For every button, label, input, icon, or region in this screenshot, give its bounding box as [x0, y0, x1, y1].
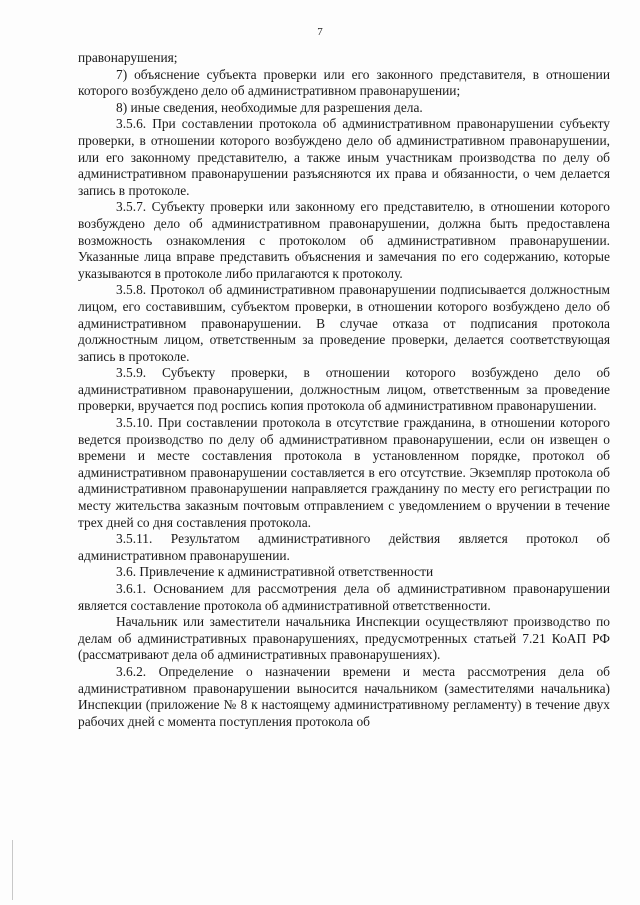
paragraph: 3.5.10. При составлении протокола в отсутствие гражданина, в отношении которого ведется производство по делу об административном правонарушении, если он извещен о времени и месте составления протокола в установленном порядке, протокол об административном правонарушении составляется в его отсутствие. Экземпляр протокола об административном правонарушении направляется гражданину по месту его регистрации по месту жительства заказным почтовым отправлением с уведомлением о вручении в течение трех дней со дня составления протокола.: [78, 415, 610, 530]
paragraph: 3.6.1. Основанием для рассмотрения дела об административном правонарушении является составление протокола об административной ответственности.: [78, 581, 610, 613]
paragraph: Начальник или заместители начальника Инспекции осуществляют производство по делам об административных правонарушениях, предусмотренных статьей 7.21 КоАП РФ (рассматривают дела об административных правонарушениях).: [78, 614, 610, 663]
document-body: [78, 50, 610, 730]
paragraph: правонарушения;: [78, 50, 178, 65]
paragraph: 3.5.6. При составлении протокола об административном правонарушении субъекту проверки, в отношении которого возбуждено дело об административном правонарушении, или его законному представителю, а также иным участникам производства по делу об административном правонарушении разъясняются их права и обязанности, о чем делается запись в протоколе.: [78, 116, 610, 198]
section-heading: 3.6. Привлечение к административной ответственности: [116, 564, 434, 580]
paragraph: 3.6.2. Определение о назначении времени и места рассмотрения дела об административном правонарушении выносится начальником (заместителями начальника) Инспекции (приложение № 8 к настоящему административному регламенту) в течение двух рабочих дней с момента поступления протокола об: [78, 663, 610, 729]
paragraph: 3.5.9. Субъекту проверки, в отношении которого возбуждено дело об административном правонарушении, должностным лицом, ответственным за проведение проверки, вручается под роспись копия протокола об административном правонарушении.: [78, 365, 610, 414]
page-number: 7: [317, 26, 323, 38]
paragraph: 3.5.11. Результатом административного действия является протокол об административном правонарушении.: [78, 531, 610, 563]
paragraph: 7) объяснение субъекта проверки или его законного представителя, в отношении которого возбуждено дело об административном правонарушении;: [78, 66, 610, 99]
paragraph: 3.5.7. Субъекту проверки или законному его представителю, в отношении которого возбуждено дело об административном правонарушении, должна быть предоставлена возможность ознакомления с протоколом об административном правонарушении. Указанные лица вправе представить объяснения и замечания по его содержанию, которые указываются в протоколе либо прилагаются к протоколу.: [78, 199, 610, 281]
scan-edge-mark: [12, 840, 13, 900]
paragraph: 3.5.8. Протокол об административном правонарушении подписывается должностным лицом, его составившим, субъектом проверки, в отношении которого возбуждено дело об административном правонарушении. В случае отказа от подписания протокола должностным лицом, ответственным за проведение проверки, делается соответствующая запись в протоколе.: [78, 282, 610, 364]
paragraph: 8) иные сведения, необходимые для разрешения дела.: [116, 99, 423, 115]
